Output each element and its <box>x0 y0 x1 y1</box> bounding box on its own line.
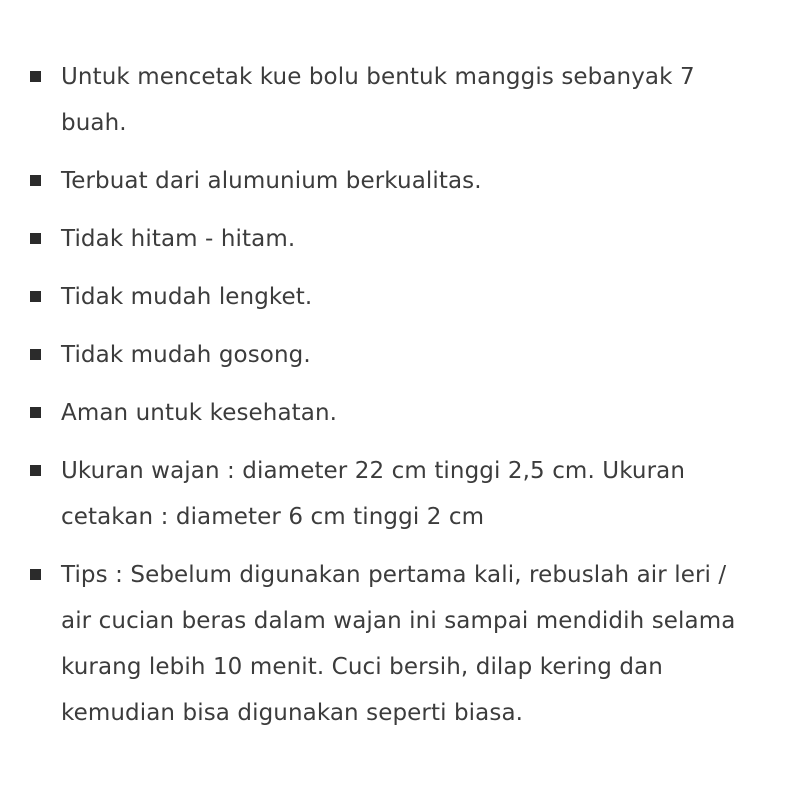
square-bullet-icon <box>30 291 41 302</box>
list-item-text: Terbuat dari alumunium berkualitas. <box>61 168 482 194</box>
square-bullet-icon <box>30 175 41 186</box>
square-bullet-icon <box>30 465 41 476</box>
list-item-text: Aman untuk kesehatan. <box>61 400 338 426</box>
square-bullet-icon <box>30 349 41 360</box>
list-item-text: Ukuran wajan : diameter 22 cm tinggi 2,5 cm. Ukuran cetakan : diameter 6 cm tinggi 2 cm <box>61 458 686 530</box>
list-item-text: Tidak mudah gosong. <box>61 342 311 368</box>
list-item <box>30 54 760 146</box>
square-bullet-icon <box>30 71 41 82</box>
square-bullet-icon <box>30 233 41 244</box>
list-item-text: Tips : Sebelum digunakan pertama kali, rebuslah air leri / air cucian beras dalam wajan ini sampai mendidih selama kurang lebih 10 menit. Cuci bersih, dilap kering dan kemudian bisa digunakan seperti biasa. <box>61 562 736 726</box>
square-bullet-icon <box>30 407 41 418</box>
list-item <box>30 274 760 320</box>
list-item-text: Tidak mudah lengket. <box>61 284 313 310</box>
list-item <box>30 216 760 262</box>
list-item <box>30 448 760 540</box>
list-item-text: Tidak hitam - hitam. <box>61 226 296 252</box>
list-item-text: Untuk mencetak kue bolu bentuk manggis sebanyak 7 buah. <box>61 64 695 136</box>
list-item <box>30 158 760 204</box>
list-item <box>30 332 760 378</box>
square-bullet-icon <box>30 569 41 580</box>
feature-list <box>30 54 760 736</box>
list-item <box>30 552 760 736</box>
list-item <box>30 390 760 436</box>
